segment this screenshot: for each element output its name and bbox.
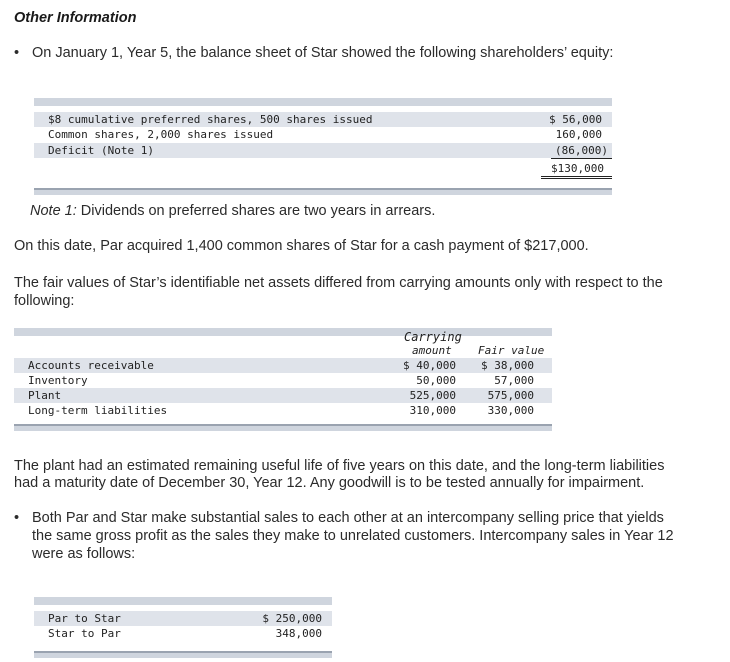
table-bottom-line bbox=[34, 651, 332, 653]
acquisition-paragraph: On this date, Par acquired 1,400 common shares of Star for a cash payment of $217,000. bbox=[14, 238, 589, 254]
total-value: $130,000 bbox=[541, 161, 612, 179]
table-top-bar bbox=[34, 597, 332, 605]
table-row bbox=[14, 373, 552, 388]
row-carrying: 310,000 bbox=[409, 404, 456, 417]
note-text: Dividends on preferred shares are two years in arrears. bbox=[76, 203, 436, 219]
row-label: Plant bbox=[28, 389, 62, 402]
plant-paragraph-line1: The plant had an estimated remaining useful life of five years on this date, and the long-term liabilities bbox=[14, 458, 665, 474]
row-value: $ 250,000 bbox=[262, 612, 322, 625]
table-top-bar bbox=[34, 98, 612, 106]
row-carrying: $ 40,000 bbox=[403, 359, 456, 372]
fair-value-paragraph-line2: following: bbox=[14, 293, 75, 309]
table-bottom-line bbox=[14, 424, 552, 426]
bullet-1-text: On January 1, Year 5, the balance sheet of Star showed the following shareholders’ equity: bbox=[32, 45, 614, 61]
row-value: 160,000 bbox=[555, 128, 602, 141]
row-fair: 330,000 bbox=[487, 404, 534, 417]
header-carrying-2: amount bbox=[412, 344, 452, 357]
plant-paragraph-line2: had a maturity date of December 30, Year 12. Any goodwill is to be tested annually for impairment. bbox=[14, 475, 645, 491]
table-row bbox=[34, 611, 332, 626]
row-label: Par to Star bbox=[48, 612, 121, 625]
row-carrying: 525,000 bbox=[409, 389, 456, 402]
row-carrying: 50,000 bbox=[416, 374, 456, 387]
table-row bbox=[34, 143, 612, 158]
table-row bbox=[34, 127, 612, 142]
note bbox=[30, 202, 435, 220]
bullet-2-line3: were as follows: bbox=[32, 546, 136, 562]
header-fair-value: Fair value bbox=[478, 344, 545, 357]
table-row bbox=[14, 388, 552, 403]
table-row bbox=[34, 112, 612, 127]
row-label: Star to Par bbox=[48, 627, 121, 640]
table-header-row bbox=[14, 343, 552, 358]
row-fair: $ 38,000 bbox=[481, 359, 534, 372]
table-row bbox=[14, 358, 552, 373]
row-fair: 57,000 bbox=[494, 374, 534, 387]
bullet-marker: • bbox=[14, 510, 20, 526]
table-row bbox=[14, 403, 552, 418]
bullet-2-line2: the same gross profit as the sales they make to unrelated customers. Intercompany sales in Year 12 bbox=[32, 528, 674, 544]
header-carrying-1: Carrying bbox=[404, 330, 462, 344]
row-label: Deficit (Note 1) bbox=[48, 144, 154, 157]
bullet-2-line1: Both Par and Star make substantial sales to each other at an intercompany selling price that yields bbox=[32, 510, 664, 526]
row-value: (86,000) bbox=[551, 143, 612, 159]
row-label: Accounts receivable bbox=[28, 359, 154, 372]
table-top-bar bbox=[14, 328, 552, 336]
row-value: 348,000 bbox=[275, 627, 322, 640]
table-total-row bbox=[34, 161, 612, 176]
bullet-marker: • bbox=[14, 45, 20, 61]
row-value: $ 56,000 bbox=[549, 113, 602, 126]
table-row bbox=[34, 626, 332, 641]
fair-value-paragraph-line1: The fair values of Star’s identifiable net assets differed from carrying amounts only with respect to the bbox=[14, 275, 663, 291]
note-label: Note 1: bbox=[30, 203, 77, 219]
row-fair: 575,000 bbox=[487, 389, 534, 402]
row-label: Common shares, 2,000 shares issued bbox=[48, 128, 274, 141]
row-label: $8 cumulative preferred shares, 500 shares issued bbox=[48, 113, 373, 126]
table-bottom-line bbox=[34, 188, 612, 190]
row-label: Long-term liabilities bbox=[28, 404, 168, 417]
section-heading: Other Information bbox=[14, 10, 137, 26]
row-label: Inventory bbox=[28, 374, 88, 387]
